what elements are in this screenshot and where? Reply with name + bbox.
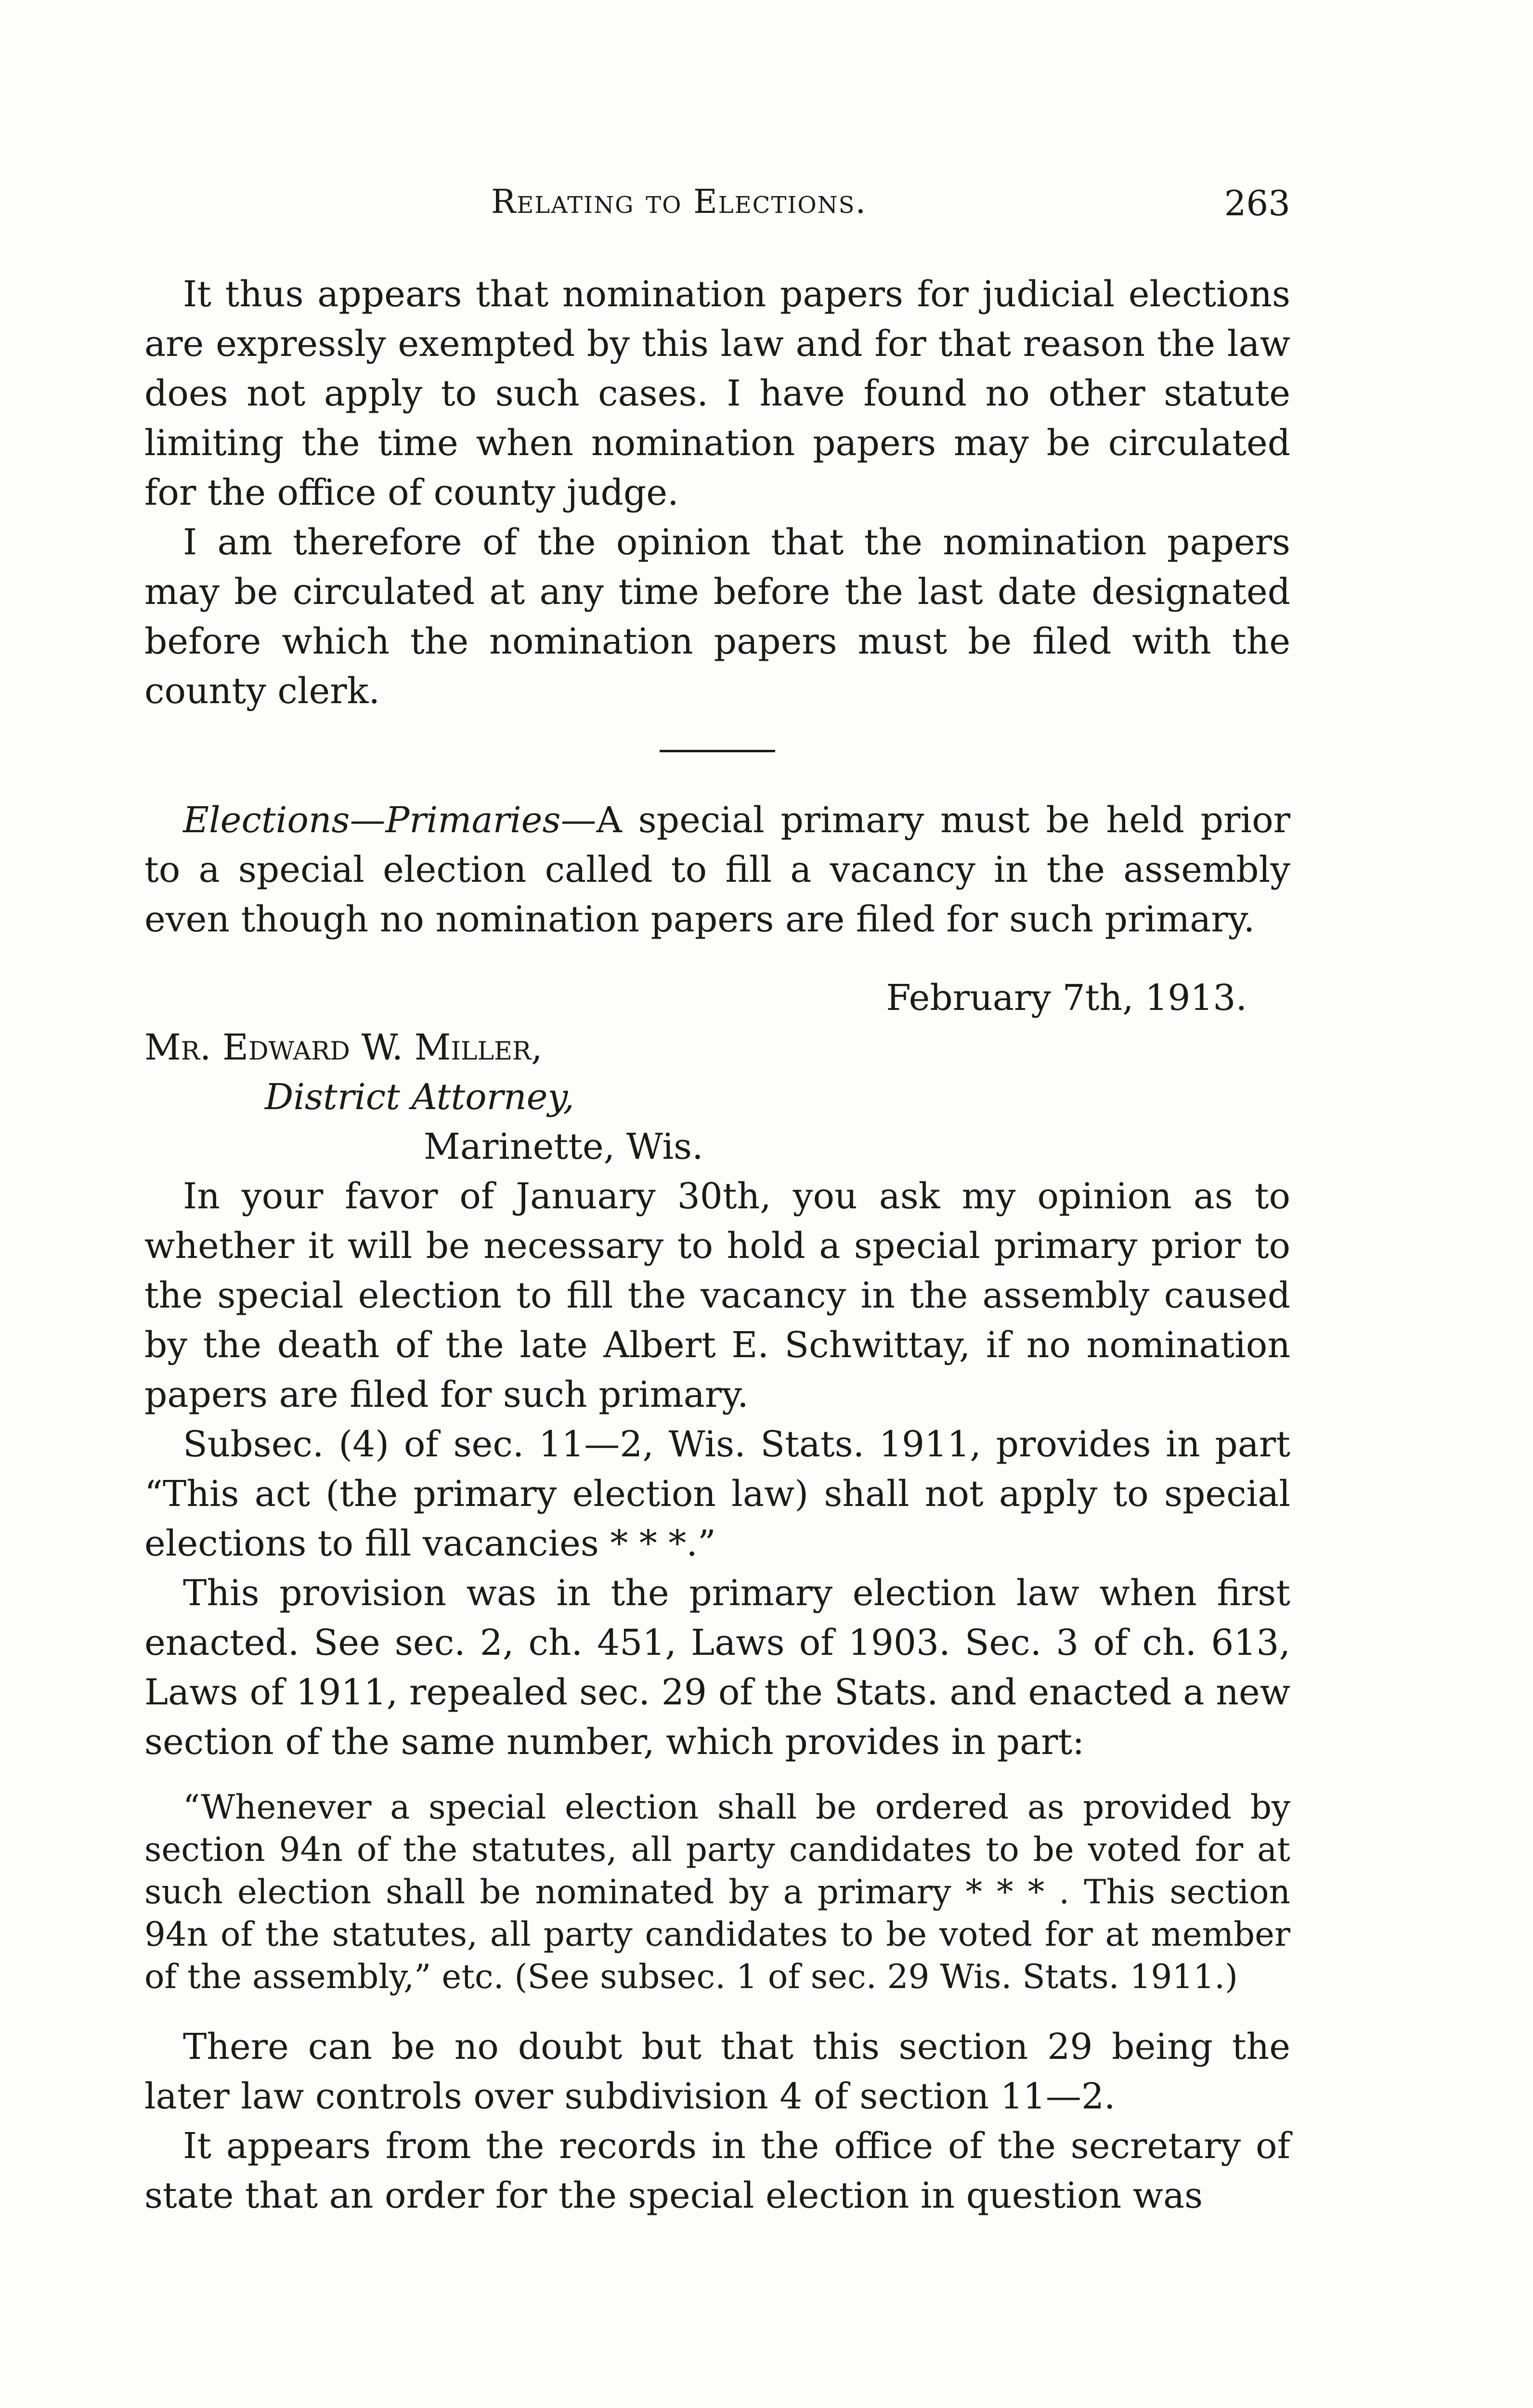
section-divider <box>660 750 775 752</box>
running-head: Relating to Elections. <box>491 183 867 221</box>
paragraph-opinion-conclusion: I am therefore of the opinion that the nomination papers may be circulated at any time before the last date designated before which the nomination papers must be filed with the county clerk. <box>144 522 1290 712</box>
addressee-place: Marinette, Wis. <box>424 1126 703 1167</box>
paragraph-judicial-exemption: It thus appears that nomination papers for judicial elections are expressly exempted by this law and for that reason the law does not apply to such cases. I have found no other statute limiting the time when nomination papers may be circulated for the office of county judge. <box>144 274 1290 513</box>
page-header <box>144 183 1290 236</box>
block-quote-statute: “Whenever a special election shall be ordered as provided by section 94n of the statutes, all party candidates to be voted for at such election shall be nominated by a primary * * * . This section 94n of the statutes, all party candidates to be voted for at member of the assembly,” etc. (See subsec. 1 of sec. 29 Wis. Stats. 1911.) <box>144 1788 1290 1996</box>
page-number: 263 <box>1224 183 1290 223</box>
headnote-topic: Elections—Primaries— <box>183 799 597 841</box>
paragraph-subsection-4: Subsec. (4) of sec. 11—2, Wis. Stats. 1911, provides in part “This act (the primary election law) shall not apply to special elections to fill vacancies * * *.” <box>144 1424 1290 1564</box>
paragraph-later-law: There can be no doubt but that this section 29 being the later law controls over subdivision 4 of section 11—2. <box>144 2026 1290 2117</box>
headnote-text: A special primary must be held prior to a special election called to fill a vacancy in the assembly even though no nomination papers are filed for such primary. <box>144 799 1290 940</box>
page-body <box>144 270 1290 2221</box>
letter-date: February 7th, 1913. <box>886 977 1247 1019</box>
paragraph-records: It appears from the records in the office of the secretary of state that an order for the special election in question was <box>144 2125 1290 2216</box>
addressee-name: Mr. Edward W. Miller, <box>144 1027 543 1068</box>
paragraph-provision-history: This provision was in the primary election law when first enacted. See sec. 2, ch. 451, Laws of 1903. Sec. 3 of ch. 613, Laws of 1911, repealed sec. 29 of the Stats. and enacted a new section of the same number, which provides in part: <box>144 1572 1290 1763</box>
paragraph-question: In your favor of January 30th, you ask my opinion as to whether it will be necessary to hold a special primary prior to the special election to fill the vacancy in the assembly caused by the death of the late Albert E. Schwittay, if no nomination papers are filed for such primary. <box>144 1176 1290 1415</box>
headnote <box>144 796 1290 944</box>
addressee-title: District Attorney, <box>265 1076 574 1118</box>
